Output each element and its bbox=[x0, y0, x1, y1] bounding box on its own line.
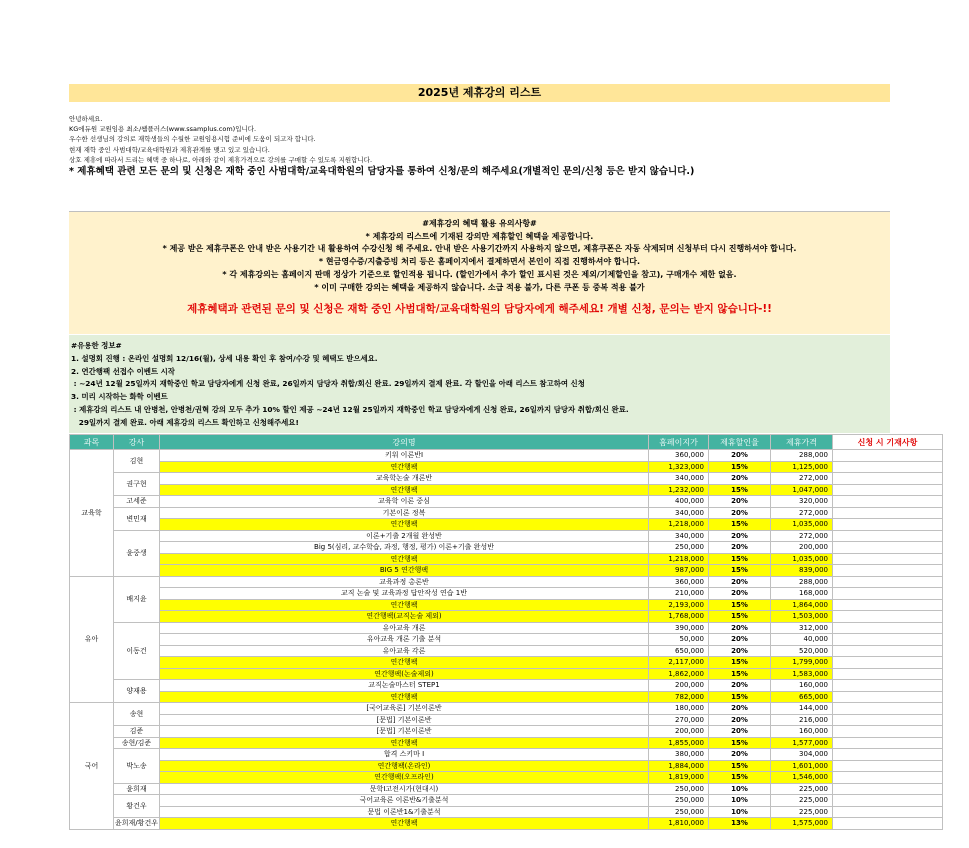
course-cell: 연간행팩 bbox=[160, 519, 649, 531]
deal-cell: 839,000 bbox=[771, 565, 833, 577]
rate-cell: 13% bbox=[709, 818, 771, 830]
teacher-cell: 박노송 bbox=[114, 749, 160, 784]
course-cell: 연간행팩 bbox=[160, 484, 649, 496]
teacher-cell: 변민재 bbox=[114, 507, 160, 530]
rate-cell: 20% bbox=[709, 530, 771, 542]
required-note-cell bbox=[833, 565, 943, 577]
course-cell: 유아교육 개론 bbox=[160, 622, 649, 634]
rate-cell: 20% bbox=[709, 507, 771, 519]
notice-red-line: 제휴혜택과 관련된 문의 및 신청은 재학 중인 사범대학/교육대학원의 담당자에게 해주세요! 개별 신청, 문의는 받지 않습니다-!! bbox=[187, 303, 772, 316]
course-cell: 국어교육론 이론반&기출분석 bbox=[160, 795, 649, 807]
teacher-cell: 양재용 bbox=[114, 680, 160, 703]
required-note-cell bbox=[833, 496, 943, 508]
notice-line: * 현금영수증/지출증빙 처리 등은 홈페이지에서 결제하면서 본인이 직접 진행하셔야 합니다. bbox=[318, 257, 641, 267]
required-note-cell bbox=[833, 450, 943, 462]
required-note-cell bbox=[833, 473, 943, 485]
deal-cell: 320,000 bbox=[771, 496, 833, 508]
table-row bbox=[70, 450, 943, 462]
price-cell: 782,000 bbox=[649, 691, 709, 703]
deal-cell: 144,000 bbox=[771, 703, 833, 715]
course-cell: 키워 이론반Ⅰ bbox=[160, 450, 649, 462]
deal-cell: 288,000 bbox=[771, 450, 833, 462]
info-lines bbox=[71, 340, 890, 430]
course-cell: 교육학논술 개론반 bbox=[160, 473, 649, 485]
rate-cell: 20% bbox=[709, 450, 771, 462]
table-row bbox=[70, 806, 943, 818]
rate-cell: 15% bbox=[709, 519, 771, 531]
table-row bbox=[70, 749, 943, 761]
course-cell: 연간행팩 bbox=[160, 461, 649, 473]
required-note-cell bbox=[833, 507, 943, 519]
deal-cell: 200,000 bbox=[771, 542, 833, 554]
table-row bbox=[70, 760, 943, 772]
table-row bbox=[70, 507, 943, 519]
teacher-cell: 윤희재/황건우 bbox=[115, 819, 158, 828]
intro-line: 안녕하세요. bbox=[69, 115, 103, 123]
subject-cell: 국어 bbox=[70, 703, 114, 830]
page-title: 2025년 제휴강의 리스트 bbox=[69, 84, 890, 102]
deal-cell: 272,000 bbox=[771, 530, 833, 542]
header-deal: 제휴가격 bbox=[771, 435, 833, 450]
deal-cell: 1,035,000 bbox=[771, 519, 833, 531]
teacher-cell: 황건우 bbox=[114, 795, 160, 818]
rate-cell: 20% bbox=[709, 703, 771, 715]
required-note-cell bbox=[833, 611, 943, 623]
price-cell: 1,232,000 bbox=[649, 484, 709, 496]
required-note-cell bbox=[833, 461, 943, 473]
table-row bbox=[70, 691, 943, 703]
required-note-cell bbox=[833, 703, 943, 715]
course-cell: 연간행팩 bbox=[160, 553, 649, 565]
rate-cell: 15% bbox=[709, 760, 771, 772]
required-note-cell bbox=[833, 553, 943, 565]
header-teacher: 강사 bbox=[114, 435, 160, 450]
info-line: 29일까지 결제 완료. 아래 제휴강의 리스트 확인하고 신청해주세요! bbox=[71, 417, 299, 427]
deal-cell: 665,000 bbox=[771, 691, 833, 703]
deal-cell: 225,000 bbox=[771, 806, 833, 818]
course-cell: 교육학 이론 중심 bbox=[160, 496, 649, 508]
rate-cell: 15% bbox=[709, 461, 771, 473]
price-cell: 360,000 bbox=[649, 450, 709, 462]
price-cell: 1,810,000 bbox=[649, 818, 709, 830]
price-cell: 1,819,000 bbox=[649, 772, 709, 784]
table-row bbox=[70, 622, 943, 634]
rate-cell: 10% bbox=[709, 795, 771, 807]
required-note-cell bbox=[833, 530, 943, 542]
price-cell: 1,768,000 bbox=[649, 611, 709, 623]
required-note-cell bbox=[833, 519, 943, 531]
notice-line: * 제공 받은 제휴쿠폰은 안내 받은 사용기간 내 활용하여 수강신청 해 주세요. 안내 받은 사용기간까지 사용하지 않으면, 제휴쿠폰은 자동 삭제되며 신청부터 다시 진행하셔야 합니다. bbox=[162, 244, 797, 254]
course-cell: 이론+기출 2개월 완성반 bbox=[160, 530, 649, 542]
rate-cell: 20% bbox=[709, 680, 771, 692]
deal-cell: 1,864,000 bbox=[771, 599, 833, 611]
rate-cell: 15% bbox=[709, 668, 771, 680]
price-cell: 180,000 bbox=[649, 703, 709, 715]
teacher-cell: 송현 bbox=[114, 703, 160, 726]
intro-line: 상호 제휴에 따라서 드리는 혜택 중 하나로, 아래와 같이 제휴가격으로 강의를 구매할 수 있도록 지원합니다. bbox=[69, 155, 373, 164]
info-line: : ~24년 12월 25일까지 재학중인 학교 담당자에게 신청 완료, 26일까지 담당자 취합/회신 완료. 29일까지 결제 완료. 각 할인을 아래 리스트 참고하여 신청 bbox=[71, 379, 585, 389]
price-cell: 360,000 bbox=[649, 576, 709, 588]
table-row bbox=[70, 461, 943, 473]
teacher-cell: 김준 bbox=[114, 726, 160, 738]
required-note-cell bbox=[833, 484, 943, 496]
price-cell: 2,193,000 bbox=[649, 599, 709, 611]
rate-cell: 15% bbox=[709, 565, 771, 577]
price-cell: 390,000 bbox=[649, 622, 709, 634]
table-row bbox=[70, 680, 943, 692]
course-cell: 문법 이론반1&기출분석 bbox=[160, 806, 649, 818]
price-cell: 2,117,000 bbox=[649, 657, 709, 669]
course-cell: 연간행팩 bbox=[160, 657, 649, 669]
table-row bbox=[70, 496, 943, 508]
header-price: 홈페이지가 bbox=[649, 435, 709, 450]
rate-cell: 15% bbox=[709, 691, 771, 703]
price-cell: 340,000 bbox=[649, 473, 709, 485]
required-note-cell bbox=[833, 657, 943, 669]
table-row bbox=[70, 818, 943, 830]
teacher-cell: 김현 bbox=[114, 450, 160, 473]
course-cell: [문법] 기본이론반 bbox=[160, 714, 649, 726]
subject-cell: 교육학 bbox=[70, 450, 114, 577]
price-cell: 250,000 bbox=[649, 795, 709, 807]
course-cell: 교직논술마스터 STEP1 bbox=[160, 680, 649, 692]
header-subject: 과목 bbox=[70, 435, 114, 450]
required-note-cell bbox=[833, 542, 943, 554]
deal-cell: 168,000 bbox=[771, 588, 833, 600]
table-row bbox=[70, 772, 943, 784]
rate-cell: 15% bbox=[709, 611, 771, 623]
table-row bbox=[70, 703, 943, 715]
info-line: 1. 설명회 진행 : 온라인 설명회 12/16(월), 상세 내용 확인 후 참여/수강 및 혜택도 받으세요. bbox=[71, 353, 378, 363]
table-row bbox=[70, 542, 943, 554]
teacher-cell: 권구현 bbox=[114, 473, 160, 496]
teacher-cell: 윤중생 bbox=[114, 530, 160, 576]
deal-cell: 1,546,000 bbox=[771, 772, 833, 784]
rate-cell: 15% bbox=[709, 737, 771, 749]
rate-cell: 15% bbox=[709, 599, 771, 611]
course-cell: 유아교육 각론 bbox=[160, 645, 649, 657]
price-cell: 340,000 bbox=[649, 530, 709, 542]
deal-cell: 1,799,000 bbox=[771, 657, 833, 669]
course-cell: BIG 5 연간행팩 bbox=[160, 565, 649, 577]
deal-cell: 304,000 bbox=[771, 749, 833, 761]
course-cell: 연간행팩(오프라인) bbox=[160, 772, 649, 784]
course-cell: 연간행팩(온라인) bbox=[160, 760, 649, 772]
table-row bbox=[70, 519, 943, 531]
teacher-cell: 윤희재 bbox=[114, 783, 160, 795]
table-row bbox=[70, 668, 943, 680]
notice-line: * 제휴강의 리스트에 기재된 강의만 제휴할인 혜택을 제공합니다. bbox=[365, 231, 594, 241]
info-line: : 제휴강의 리스트 내 안병천, 안병천/권혁 강의 모두 추가 10% 할인 제공 ~24년 12월 25일까지 재학중인 학교 담당자에게 신청 완료, 26일까지 담당자 취합/회신 완료. bbox=[71, 404, 629, 414]
course-cell: 연간행팩 bbox=[160, 818, 649, 830]
rate-cell: 20% bbox=[709, 576, 771, 588]
rate-cell: 10% bbox=[709, 783, 771, 795]
deal-cell: 288,000 bbox=[771, 576, 833, 588]
subject-cell: 유아 bbox=[70, 576, 114, 703]
info-box bbox=[69, 335, 890, 433]
table-row bbox=[70, 645, 943, 657]
intro-lines bbox=[69, 114, 890, 165]
rate-cell: 15% bbox=[709, 657, 771, 669]
deal-cell: 1,503,000 bbox=[771, 611, 833, 623]
required-note-cell bbox=[833, 760, 943, 772]
course-table bbox=[69, 434, 943, 830]
deal-cell: 272,000 bbox=[771, 507, 833, 519]
required-note-cell bbox=[833, 622, 943, 634]
notice-line: * 이미 구매한 강의는 혜택을 제공하지 않습니다. 소급 적용 불가, 다른 쿠폰 등 중복 적용 불가 bbox=[314, 282, 645, 292]
price-cell: 270,000 bbox=[649, 714, 709, 726]
table-row bbox=[70, 473, 943, 485]
course-cell: 연간행팩 bbox=[160, 599, 649, 611]
intro-line: 우수한 선생님의 강의로 재학생들의 수월한 교원임용시험 준비에 도움이 되고자 합니다. bbox=[69, 135, 316, 144]
required-note-cell bbox=[833, 783, 943, 795]
course-cell: 연간행팩 bbox=[160, 737, 649, 749]
course-cell: [문법] 기본이론반 bbox=[160, 726, 649, 738]
table-row bbox=[70, 565, 943, 577]
required-note-cell bbox=[833, 772, 943, 784]
rate-cell: 10% bbox=[709, 806, 771, 818]
deal-cell: 225,000 bbox=[771, 795, 833, 807]
deal-cell: 312,000 bbox=[771, 622, 833, 634]
table-row bbox=[70, 576, 943, 588]
course-cell: 기본이론 정복 bbox=[160, 507, 649, 519]
header-rate: 제휴할인율 bbox=[709, 435, 771, 450]
price-cell: 1,855,000 bbox=[649, 737, 709, 749]
price-cell: 1,218,000 bbox=[649, 519, 709, 531]
table-row bbox=[70, 553, 943, 565]
price-cell: 1,884,000 bbox=[649, 760, 709, 772]
rate-cell: 20% bbox=[709, 634, 771, 646]
deal-cell: 1,583,000 bbox=[771, 668, 833, 680]
deal-cell: 160,000 bbox=[771, 680, 833, 692]
header-course: 강의명 bbox=[160, 435, 649, 450]
price-cell: 400,000 bbox=[649, 496, 709, 508]
deal-cell: 160,000 bbox=[771, 726, 833, 738]
rate-cell: 20% bbox=[709, 496, 771, 508]
deal-cell: 1,035,000 bbox=[771, 553, 833, 565]
required-note-cell bbox=[833, 806, 943, 818]
table-row bbox=[70, 714, 943, 726]
teacher-cell: 이동건 bbox=[114, 622, 160, 680]
info-line: 3. 미리 시작하는 화학 이벤트 bbox=[71, 392, 168, 402]
price-cell: 200,000 bbox=[649, 680, 709, 692]
table-row bbox=[70, 783, 943, 795]
intro-line: 현재 재학 중인 사범대학/교육대학원과 제휴관계를 맺고 있고 있습니다. bbox=[69, 145, 270, 154]
required-note-cell bbox=[833, 599, 943, 611]
price-cell: 987,000 bbox=[649, 565, 709, 577]
deal-cell: 1,601,000 bbox=[771, 760, 833, 772]
rate-cell: 15% bbox=[709, 484, 771, 496]
required-note-cell bbox=[833, 737, 943, 749]
deal-cell: 1,577,000 bbox=[771, 737, 833, 749]
rate-cell: 20% bbox=[709, 749, 771, 761]
deal-cell: 40,000 bbox=[771, 634, 833, 646]
course-cell: [국어교육론] 기본이론반 bbox=[160, 703, 649, 715]
intro-line: KG에듀원 교원임용 최소/쌤플러스(www.ssamplus.com)입니다. bbox=[69, 125, 257, 134]
rate-cell: 20% bbox=[709, 726, 771, 738]
header-required: 신청 시 기재사항 bbox=[833, 435, 943, 450]
price-cell: 50,000 bbox=[649, 634, 709, 646]
deal-cell: 216,000 bbox=[771, 714, 833, 726]
table-row bbox=[70, 737, 943, 749]
notice-box bbox=[69, 211, 890, 334]
required-note-cell bbox=[833, 588, 943, 600]
table-row bbox=[70, 726, 943, 738]
table-header-row bbox=[70, 435, 943, 450]
price-cell: 380,000 bbox=[649, 749, 709, 761]
intro-section bbox=[69, 114, 890, 178]
table-row bbox=[70, 657, 943, 669]
required-note-cell bbox=[833, 749, 943, 761]
price-cell: 250,000 bbox=[649, 806, 709, 818]
deal-cell: 225,000 bbox=[771, 783, 833, 795]
teacher-cell: 배지윤 bbox=[114, 576, 160, 622]
info-line: 2. 연간행팩 선접수 이벤트 시작 bbox=[71, 366, 175, 376]
price-cell: 1,218,000 bbox=[649, 553, 709, 565]
notice-heading: #제휴강의 혜택 활용 유의사항# bbox=[422, 219, 537, 228]
price-cell: 210,000 bbox=[649, 588, 709, 600]
teacher-cell: 송현/김준 bbox=[114, 737, 160, 749]
price-cell: 250,000 bbox=[649, 542, 709, 554]
rate-cell: 20% bbox=[709, 542, 771, 554]
notice-line: * 각 제휴강의는 홈페이지 판매 정상가 기준으로 할인적용 됩니다. (할인가에서 추가 할인 표시된 것은 제외/기제할인을 참고), 구매개수 제한 없음. bbox=[222, 269, 737, 279]
table-row bbox=[70, 634, 943, 646]
course-cell: 연간행팩(논술제외) bbox=[160, 668, 649, 680]
course-cell: 연간행팩(교직논술 제외) bbox=[160, 611, 649, 623]
rate-cell: 20% bbox=[709, 714, 771, 726]
required-note-cell bbox=[833, 691, 943, 703]
deal-cell: 520,000 bbox=[771, 645, 833, 657]
price-cell: 340,000 bbox=[649, 507, 709, 519]
required-note-cell bbox=[833, 576, 943, 588]
rate-cell: 15% bbox=[709, 772, 771, 784]
table-row bbox=[70, 599, 943, 611]
rate-cell: 20% bbox=[709, 645, 771, 657]
course-cell: 교육과정 총론반 bbox=[160, 576, 649, 588]
price-cell: 1,323,000 bbox=[649, 461, 709, 473]
table-row bbox=[70, 530, 943, 542]
deal-cell: 1,047,000 bbox=[771, 484, 833, 496]
required-note-cell bbox=[833, 645, 943, 657]
required-note-cell bbox=[833, 634, 943, 646]
course-cell: Big 5(심리, 교수학습, 과정, 행정, 평가) 이론+기출 완성반 bbox=[160, 542, 649, 554]
rate-cell: 20% bbox=[709, 622, 771, 634]
price-cell: 1,862,000 bbox=[649, 668, 709, 680]
course-cell: 합격 스키마 Ⅰ bbox=[160, 749, 649, 761]
required-note-cell bbox=[833, 795, 943, 807]
required-note-cell bbox=[833, 818, 943, 830]
rate-cell: 20% bbox=[709, 473, 771, 485]
notice-lines bbox=[69, 231, 890, 295]
table-row bbox=[70, 795, 943, 807]
course-cell: 연간행팩 bbox=[160, 691, 649, 703]
required-note-cell bbox=[833, 680, 943, 692]
table-row bbox=[70, 484, 943, 496]
info-line: #유용한 정보# bbox=[71, 341, 122, 350]
price-cell: 650,000 bbox=[649, 645, 709, 657]
deal-cell: 272,000 bbox=[771, 473, 833, 485]
table-row bbox=[70, 611, 943, 623]
intro-bold-line: * 제휴혜택 관련 모든 문의 및 신청은 재학 중인 사범대학/교육대학원의 담당자를 통하여 신청/문의 해주세요(개별적인 문의/신청 등은 받지 않습니다.) bbox=[69, 166, 695, 178]
price-cell: 250,000 bbox=[649, 783, 709, 795]
rate-cell: 15% bbox=[709, 553, 771, 565]
teacher-cell: 고세준 bbox=[114, 496, 160, 508]
table-row bbox=[70, 588, 943, 600]
required-note-cell bbox=[833, 668, 943, 680]
price-cell: 200,000 bbox=[649, 726, 709, 738]
deal-cell: 1,125,000 bbox=[771, 461, 833, 473]
required-note-cell bbox=[833, 714, 943, 726]
required-note-cell bbox=[833, 726, 943, 738]
course-cell: 문학Ⅰ고전시가(현대시) bbox=[160, 783, 649, 795]
deal-cell: 1,575,000 bbox=[771, 818, 833, 830]
rate-cell: 20% bbox=[709, 588, 771, 600]
course-cell: 유아교육 개론 기출 분석 bbox=[160, 634, 649, 646]
course-cell: 교직 논술 및 교육과정 답안작성 연습 1반 bbox=[160, 588, 649, 600]
